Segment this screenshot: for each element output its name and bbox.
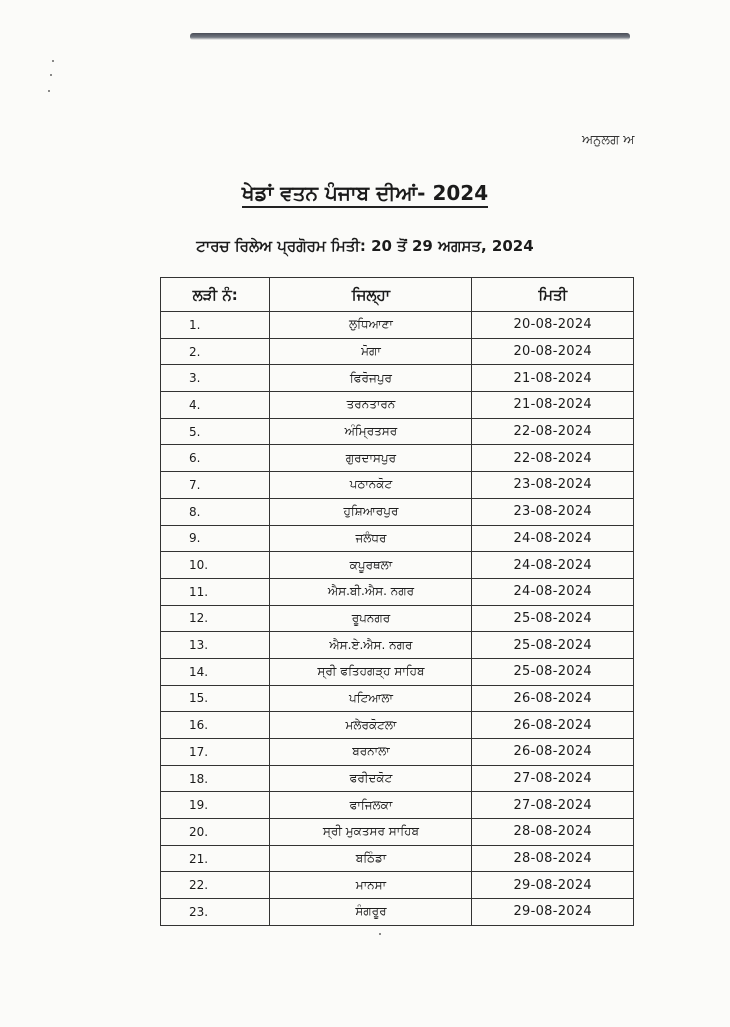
row-date: 29-08-2024 [472, 872, 634, 899]
table-row [161, 605, 634, 632]
table-header-row [161, 278, 634, 312]
table-row [161, 552, 634, 579]
row-date: 28-08-2024 [472, 819, 634, 846]
table-row [161, 899, 634, 926]
row-date: 27-08-2024 [472, 792, 634, 819]
table-row [161, 392, 634, 419]
scan-speck [48, 90, 50, 92]
row-date: 21-08-2024 [472, 365, 634, 392]
row-serial: 3. [161, 365, 270, 392]
row-district: ਮਾਨਸਾ [270, 872, 472, 899]
row-serial: 7. [161, 472, 270, 499]
row-serial: 13. [161, 632, 270, 659]
row-district: ਫਿਰੋਜਪੁਰ [270, 365, 472, 392]
row-district: ਜਲੰਧਰ [270, 525, 472, 552]
row-district: ਬਰਨਾਲਾ [270, 739, 472, 766]
row-serial: 1. [161, 312, 270, 339]
row-date: 23-08-2024 [472, 472, 634, 499]
row-serial: 23. [161, 899, 270, 926]
table-row [161, 445, 634, 472]
row-date: 24-08-2024 [472, 578, 634, 605]
table-row [161, 765, 634, 792]
row-serial: 15. [161, 685, 270, 712]
row-district: ਲੁਧਿਆਣਾ [270, 312, 472, 339]
row-district: ਗੁਰਦਾਸਪੁਰ [270, 445, 472, 472]
row-serial: 19. [161, 792, 270, 819]
row-date: 20-08-2024 [472, 312, 634, 339]
row-serial: 21. [161, 845, 270, 872]
header-district: ਜਿਲ੍ਹਾ [270, 278, 472, 312]
table-row [161, 658, 634, 685]
row-date: 20-08-2024 [472, 338, 634, 365]
row-date: 29-08-2024 [472, 899, 634, 926]
row-date: 26-08-2024 [472, 712, 634, 739]
table-row [161, 819, 634, 846]
row-serial: 20. [161, 819, 270, 846]
annex-label: ਅਨੁਲਗ ਅ [582, 133, 635, 148]
row-date: 24-08-2024 [472, 525, 634, 552]
row-district: ਮਲੇਰਕੋਟਲਾ [270, 712, 472, 739]
table-row [161, 845, 634, 872]
row-serial: 12. [161, 605, 270, 632]
row-serial: 2. [161, 338, 270, 365]
row-date: 27-08-2024 [472, 765, 634, 792]
row-date: 26-08-2024 [472, 685, 634, 712]
schedule-table [160, 277, 634, 926]
row-date: 25-08-2024 [472, 605, 634, 632]
row-serial: 11. [161, 578, 270, 605]
header-date: ਮਿਤੀ [472, 278, 634, 312]
row-district: ਸੰਗਰੂਰ [270, 899, 472, 926]
row-district: ਐਸ.ਏ.ਐਸ. ਨਗਰ [270, 632, 472, 659]
row-district: ਅੰਮ੍ਰਿਤਸਰ [270, 418, 472, 445]
scan-speck [52, 60, 54, 62]
table-row [161, 632, 634, 659]
row-district: ਸ੍ਰੀ ਫਤਿਹਗੜ੍ਹ ਸਾਹਿਬ [270, 658, 472, 685]
row-date: 22-08-2024 [472, 445, 634, 472]
row-district: ਬਠਿੰਡਾ [270, 845, 472, 872]
table-row [161, 525, 634, 552]
row-district: ਸ੍ਰੀ ਮੁਕਤਸਰ ਸਾਹਿਬ [270, 819, 472, 846]
row-date: 22-08-2024 [472, 418, 634, 445]
row-district: ਪਟਿਆਲਾ [270, 685, 472, 712]
scan-edge-strip [190, 33, 630, 40]
table-row [161, 578, 634, 605]
row-district: ਐਸ.ਬੀ.ਐਸ. ਨਗਰ [270, 578, 472, 605]
table-row [161, 872, 634, 899]
table-body [161, 312, 634, 926]
row-date: 25-08-2024 [472, 632, 634, 659]
table-row [161, 312, 634, 339]
row-district: ਫਰੀਦਕੋਟ [270, 765, 472, 792]
header-serial: ਲੜੀ ਨੰ: [161, 278, 270, 312]
row-date: 28-08-2024 [472, 845, 634, 872]
row-district: ਹੁਸ਼ਿਆਰਪੁਰ [270, 498, 472, 525]
row-serial: 5. [161, 418, 270, 445]
table-row [161, 712, 634, 739]
row-district: ਮੋਗਾ [270, 338, 472, 365]
row-district: ਪਠਾਨਕੋਟ [270, 472, 472, 499]
table-row [161, 739, 634, 766]
document-subtitle: ਟਾਰਚ ਰਿਲੇਅ ਪ੍ਰਗੋਰਮ ਮਿਤੀ: 20 ਤੋਂ 29 ਅਗਸਤ, 2024 [196, 237, 534, 255]
row-date: 21-08-2024 [472, 392, 634, 419]
table-row [161, 338, 634, 365]
row-serial: 22. [161, 872, 270, 899]
row-serial: 17. [161, 739, 270, 766]
table-row [161, 472, 634, 499]
row-district: ਫਾਜਿਲਕਾ [270, 792, 472, 819]
row-serial: 6. [161, 445, 270, 472]
row-date: 25-08-2024 [472, 658, 634, 685]
row-date: 26-08-2024 [472, 739, 634, 766]
scan-speck [379, 933, 381, 935]
row-serial: 10. [161, 552, 270, 579]
row-district: ਤਰਨਤਾਰਨ [270, 392, 472, 419]
row-serial: 14. [161, 658, 270, 685]
row-serial: 8. [161, 498, 270, 525]
table-row [161, 365, 634, 392]
scan-speck [50, 74, 52, 76]
row-serial: 4. [161, 392, 270, 419]
row-district: ਰੂਪਨਗਰ [270, 605, 472, 632]
document-title [0, 181, 730, 205]
row-serial: 16. [161, 712, 270, 739]
table-row [161, 792, 634, 819]
row-district: ਕਪੂਰਥਲਾ [270, 552, 472, 579]
table-row [161, 418, 634, 445]
document-title-text: ਖੇਡਾਂ ਵਤਨ ਪੰਜਾਬ ਦੀਆਂ- 2024 [242, 181, 488, 208]
row-date: 23-08-2024 [472, 498, 634, 525]
row-serial: 18. [161, 765, 270, 792]
table-row [161, 498, 634, 525]
row-serial: 9. [161, 525, 270, 552]
row-date: 24-08-2024 [472, 552, 634, 579]
table-row [161, 685, 634, 712]
